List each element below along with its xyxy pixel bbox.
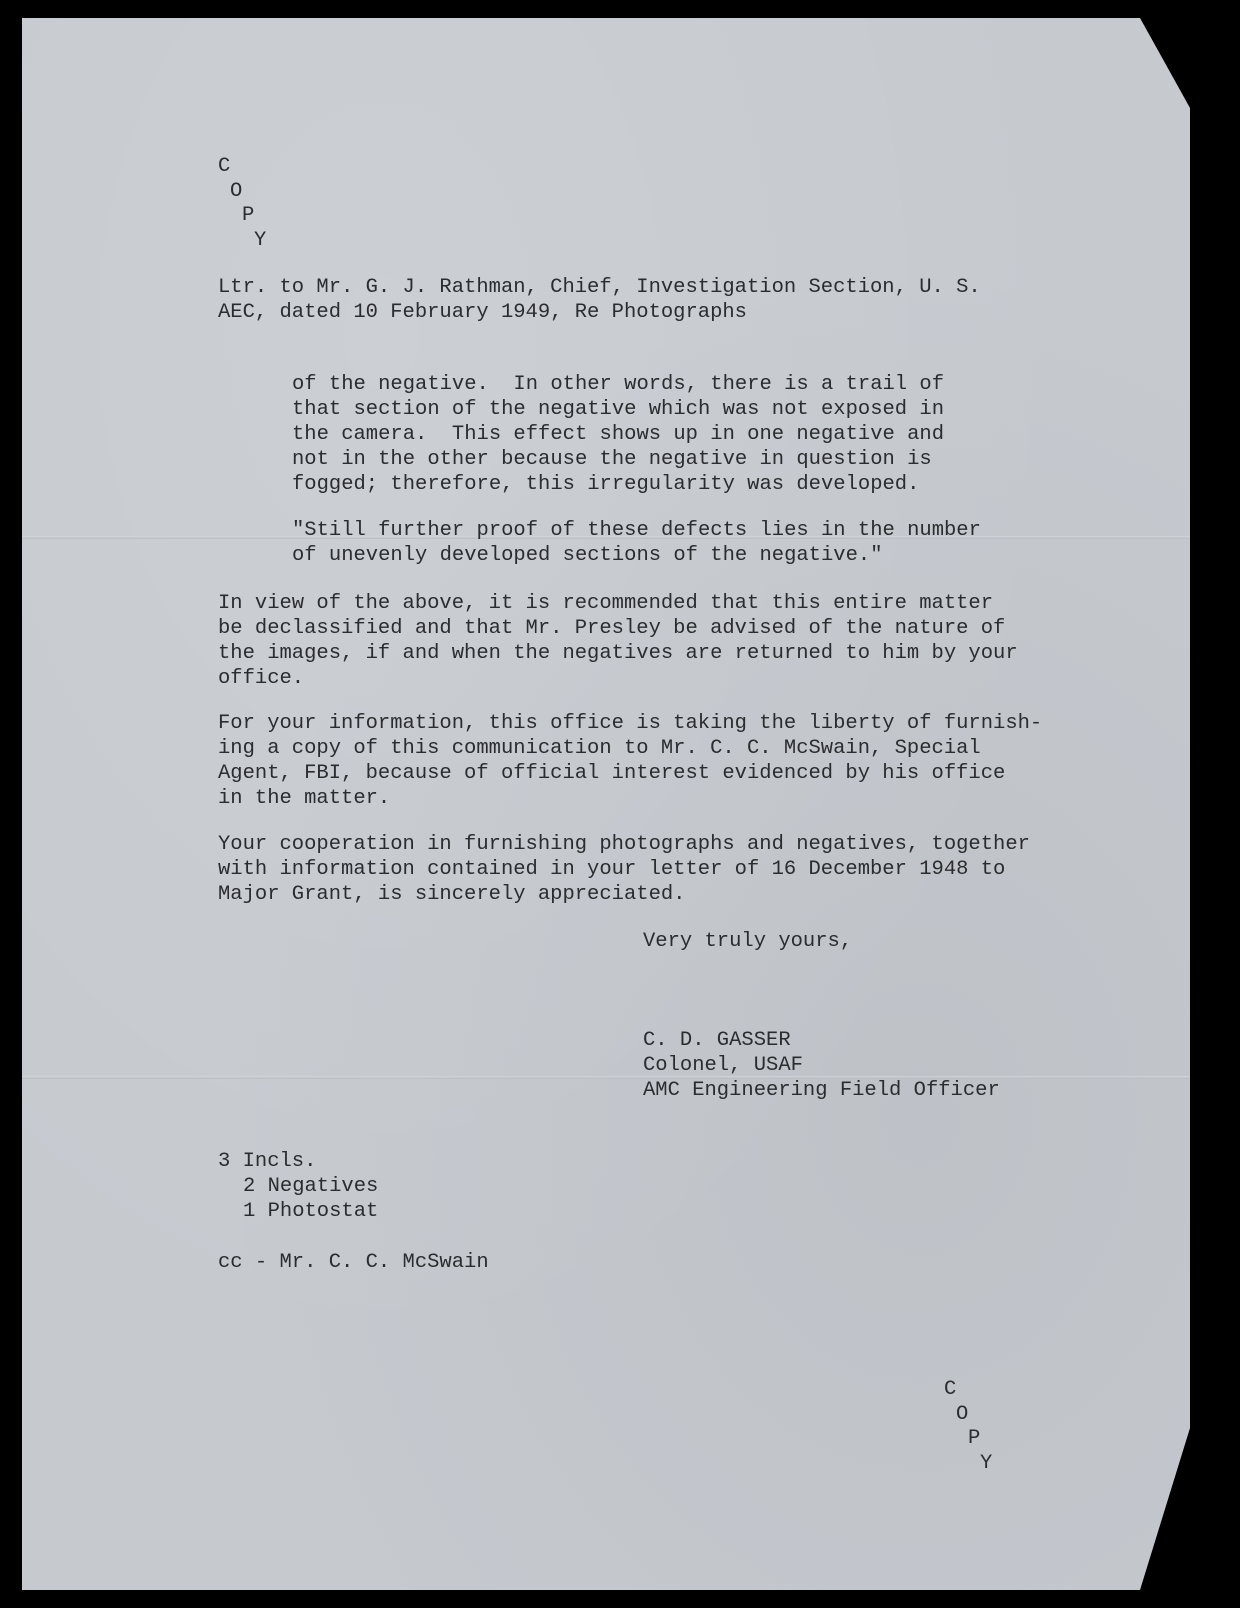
closing: Very truly yours, bbox=[643, 930, 853, 953]
reference-line: Ltr. to Mr. G. J. Rathman, Chief, Investigation Section, U. S. bbox=[218, 276, 981, 299]
enclosure-item: 2 Negatives bbox=[243, 1175, 379, 1198]
text-line: Agent, FBI, because of official interest evidenced by his office bbox=[218, 762, 1006, 785]
text-line: fogged; therefore, this irregularity was developed. bbox=[292, 473, 920, 496]
recommendation-paragraph bbox=[218, 591, 1018, 691]
enclosures bbox=[218, 1149, 378, 1224]
text-line: Your cooperation in furnishing photographs and negatives, together bbox=[218, 833, 1030, 856]
text-line: office. bbox=[218, 667, 305, 690]
reference-heading bbox=[218, 275, 981, 325]
copy-mark-top-o: O bbox=[230, 180, 243, 203]
copy-mark-top-y: Y bbox=[254, 229, 267, 252]
text-line: For your information, this office is taking the liberty of furnish- bbox=[218, 712, 1043, 735]
text-line: Major Grant, is sincerely appreciated. bbox=[218, 883, 686, 906]
text-line: that section of the negative which was not exposed in bbox=[292, 398, 945, 421]
cc-line: cc - Mr. C. C. McSwain bbox=[218, 1251, 489, 1274]
copy-mark-bottom-c: C bbox=[944, 1378, 957, 1401]
text-line: with information contained in your letter of 16 December 1948 to bbox=[218, 858, 1006, 881]
text-line: in the matter. bbox=[218, 787, 391, 810]
enclosure-item: 1 Photostat bbox=[243, 1200, 379, 1223]
signature-title: AMC Engineering Field Officer bbox=[643, 1079, 1000, 1102]
copy-mark-top-p: P bbox=[242, 204, 255, 227]
text-line: of unevenly developed sections of the negative." bbox=[292, 544, 883, 567]
cooperation-paragraph bbox=[218, 832, 1030, 907]
signature-name: C. D. GASSER bbox=[643, 1029, 791, 1052]
text-line: In view of the above, it is recommended that this entire matter bbox=[218, 592, 994, 615]
information-paragraph bbox=[218, 711, 1042, 811]
text-line: be declassified and that Mr. Presley be advised of the nature of bbox=[218, 617, 1006, 640]
copy-mark-bottom-o: O bbox=[956, 1403, 969, 1426]
text-line: the images, if and when the negatives are returned to him by your bbox=[218, 642, 1018, 665]
text-line: ing a copy of this communication to Mr. C. C. McSwain, Special bbox=[218, 737, 981, 760]
signature-rank: Colonel, USAF bbox=[643, 1054, 803, 1077]
enclosures-header: 3 Incls. bbox=[218, 1150, 317, 1173]
copy-mark-bottom-p: P bbox=[968, 1427, 981, 1450]
signature-block bbox=[643, 1028, 1000, 1103]
text-line: the camera. This effect shows up in one negative and bbox=[292, 423, 945, 446]
quoted-paragraph-2 bbox=[292, 518, 981, 568]
text-line: "Still further proof of these defects lies in the number bbox=[292, 519, 981, 542]
reference-line: AEC, dated 10 February 1949, Re Photographs bbox=[218, 301, 747, 324]
text-line: of the negative. In other words, there is a trail of bbox=[292, 373, 945, 396]
quoted-paragraph-1 bbox=[292, 372, 944, 497]
text-line: not in the other because the negative in question is bbox=[292, 448, 932, 471]
copy-mark-bottom-y: Y bbox=[980, 1452, 993, 1475]
copy-mark-top-c: C bbox=[218, 155, 231, 178]
fold-line-lower bbox=[22, 1076, 1190, 1079]
